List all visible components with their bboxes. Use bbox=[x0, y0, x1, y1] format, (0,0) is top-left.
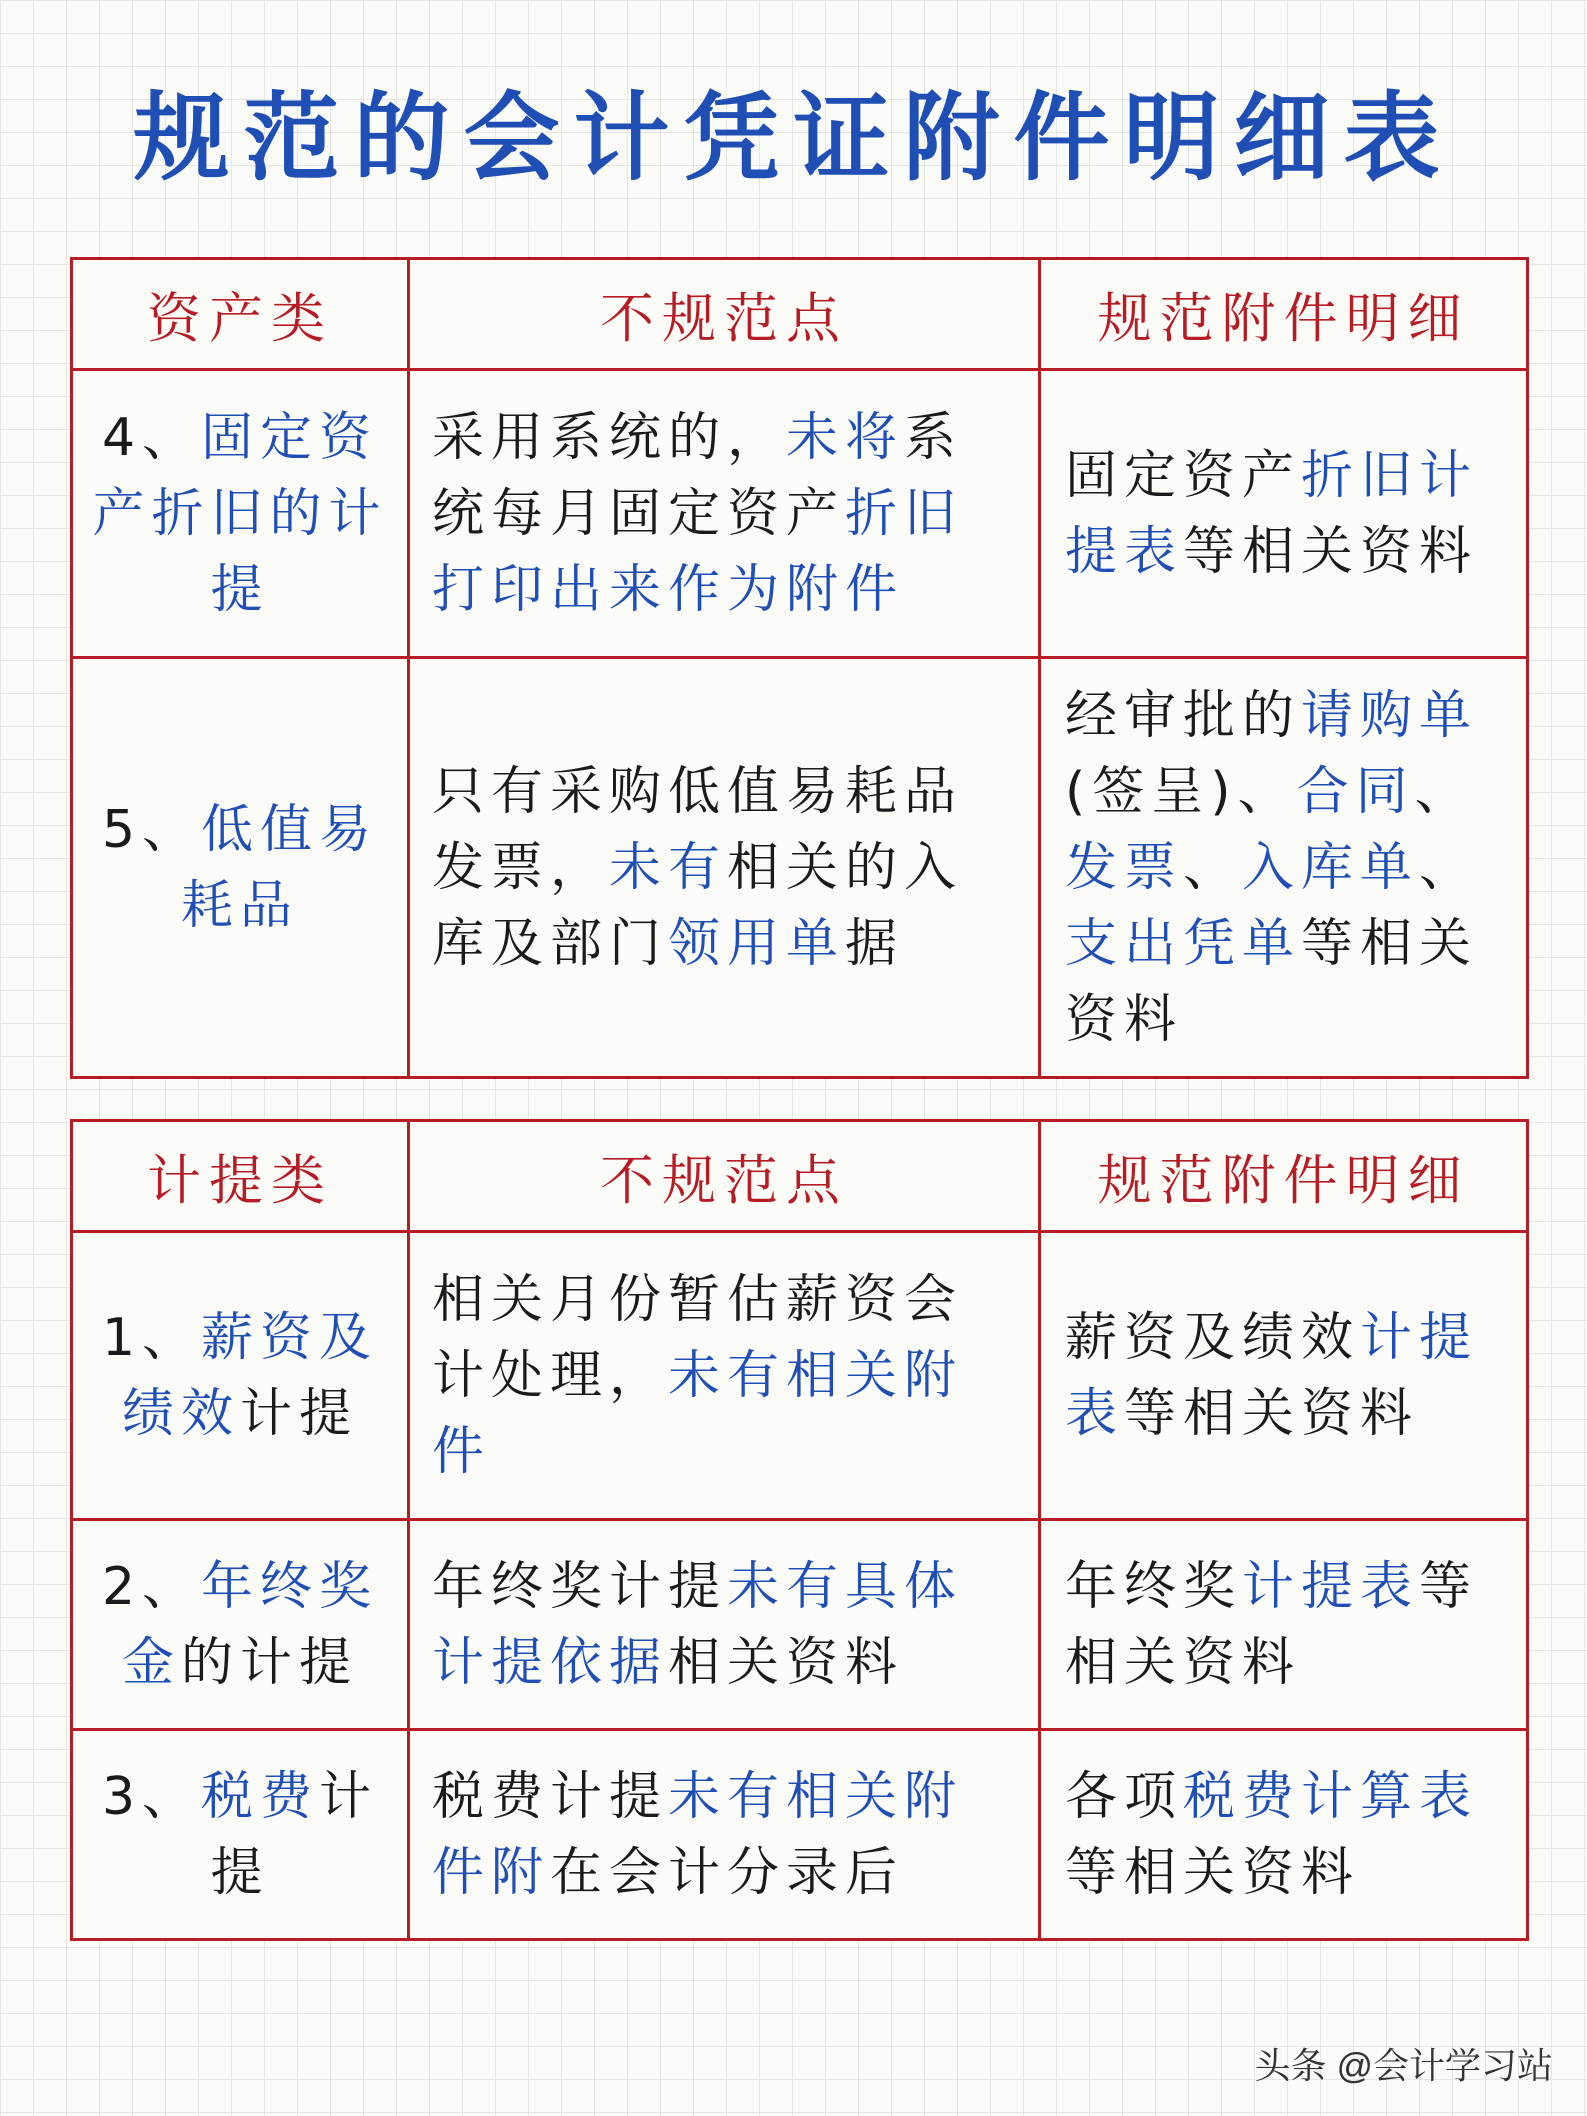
table-row bbox=[72, 370, 1528, 658]
cell-text: 等相关资料 bbox=[1065, 1556, 1479, 1693]
page-title: 规范的会计凭证附件明细表 bbox=[133, 82, 1454, 194]
cell-text: 固定资产 bbox=[1065, 445, 1302, 506]
highlight-text: 折旧计提表 bbox=[1065, 445, 1479, 582]
highlight-text: 年终奖金 bbox=[121, 1556, 379, 1693]
highlight-text: 请购单 bbox=[1301, 685, 1479, 746]
header-category: 计提类 bbox=[72, 1121, 409, 1232]
item-cell bbox=[72, 370, 409, 658]
cell-text: 、 bbox=[1183, 837, 1243, 898]
cell-text: 4、 bbox=[101, 407, 202, 468]
highlight-text: 固定资产折旧的 bbox=[92, 407, 379, 544]
watermark: 头条 @会计学习站 bbox=[1254, 2045, 1553, 2086]
item-cell bbox=[72, 658, 409, 1078]
highlight-text: 支出凭单 bbox=[1065, 913, 1302, 974]
highlight-text: 未有 bbox=[609, 837, 728, 898]
header-standard-attachments: 规范附件明细 bbox=[1040, 259, 1528, 370]
issue-cell bbox=[409, 1730, 1040, 1940]
cell-text: 年终奖 bbox=[1065, 1556, 1243, 1617]
cell-text: 系统每月固定资产 bbox=[432, 407, 964, 544]
item-cell bbox=[72, 1730, 409, 1940]
cell-text: 2、 bbox=[101, 1556, 202, 1617]
table-row bbox=[72, 658, 1528, 1078]
cell-text: 3、 bbox=[101, 1766, 202, 1827]
highlight-text: 领用单 bbox=[668, 913, 846, 974]
cell-text: 采用系统的， bbox=[432, 407, 787, 468]
cell-text: 、 bbox=[1419, 837, 1479, 898]
accrual-table bbox=[70, 1119, 1529, 1941]
header-standard-attachments: 规范附件明细 bbox=[1040, 1121, 1528, 1232]
cell-text: 在会计分录后 bbox=[550, 1842, 905, 1903]
highlight-text: 低值易耗品 bbox=[180, 799, 379, 936]
asset-table bbox=[70, 257, 1529, 1079]
attachment-cell bbox=[1040, 658, 1528, 1078]
cell-text: 等相关资料 bbox=[1124, 1383, 1420, 1444]
cell-text: 的计提 bbox=[181, 1632, 359, 1693]
highlight-text: 计提表 bbox=[1242, 1556, 1420, 1617]
cell-text: 只有采购低值易耗品发票， bbox=[432, 761, 964, 898]
highlight-text: 未有相关附件 bbox=[432, 1345, 964, 1482]
cell-text: 各项 bbox=[1065, 1766, 1184, 1827]
table-header-row bbox=[72, 259, 1528, 370]
highlight-text: 未有具体计提依据 bbox=[432, 1556, 964, 1693]
cell-text: 等相关资料 bbox=[1065, 913, 1479, 1050]
cell-text: 相关资料 bbox=[668, 1632, 905, 1693]
issue-cell bbox=[409, 1520, 1040, 1730]
attachment-cell bbox=[1040, 1232, 1528, 1520]
highlight-text: 发票 bbox=[1065, 837, 1184, 898]
cell-text: 据 bbox=[845, 913, 905, 974]
item-cell bbox=[72, 1232, 409, 1520]
item-cell bbox=[72, 1520, 409, 1730]
issue-cell bbox=[409, 1232, 1040, 1520]
issue-cell bbox=[409, 658, 1040, 1078]
attachment-cell bbox=[1040, 370, 1528, 658]
highlight-text: 计提表 bbox=[1065, 1307, 1479, 1444]
attachment-cell bbox=[1040, 1520, 1528, 1730]
header-category: 资产类 bbox=[72, 259, 409, 370]
cell-text: (签呈)、 bbox=[1065, 761, 1297, 822]
issue-cell bbox=[409, 370, 1040, 658]
cell-text: 1、 bbox=[101, 1307, 202, 1368]
cell-text: 5、 bbox=[101, 799, 202, 860]
cell-text: 相关的入库及部门 bbox=[432, 837, 964, 974]
header-nonstandard: 不规范点 bbox=[409, 259, 1040, 370]
cell-text: 税费计提 bbox=[432, 1766, 669, 1827]
highlight-text: 计提 bbox=[210, 483, 388, 620]
highlight-text: 折旧打印出来作为附件 bbox=[432, 483, 964, 620]
highlight-text: 入库单 bbox=[1242, 837, 1420, 898]
cell-text: 相关月份暂估薪资会计处理， bbox=[432, 1269, 964, 1406]
cell-text: 经审批的 bbox=[1065, 685, 1302, 746]
table-row bbox=[72, 1232, 1528, 1520]
cell-text: 计提 bbox=[240, 1383, 359, 1444]
table-row bbox=[72, 1730, 1528, 1940]
highlight-text: 未将 bbox=[786, 407, 905, 468]
header-nonstandard: 不规范点 bbox=[409, 1121, 1040, 1232]
highlight-text: 税费计算表 bbox=[1183, 1766, 1479, 1827]
cell-text: 计提 bbox=[210, 1766, 379, 1903]
highlight-text: 税费 bbox=[201, 1766, 320, 1827]
cell-text: 等相关资料 bbox=[1065, 1842, 1361, 1903]
cell-text: 等相关资料 bbox=[1183, 521, 1479, 582]
highlight-text: 未有相关附件附 bbox=[432, 1766, 964, 1903]
table-header-row bbox=[72, 1121, 1528, 1232]
highlight-text: 薪资及绩效 bbox=[121, 1307, 379, 1444]
attachment-cell bbox=[1040, 1730, 1528, 1940]
cell-text: 年终奖计提 bbox=[432, 1556, 728, 1617]
cell-text: 薪资及绩效 bbox=[1065, 1307, 1361, 1368]
cell-text: 、 bbox=[1414, 761, 1474, 822]
highlight-text: 合同 bbox=[1296, 761, 1415, 822]
table-row bbox=[72, 1520, 1528, 1730]
